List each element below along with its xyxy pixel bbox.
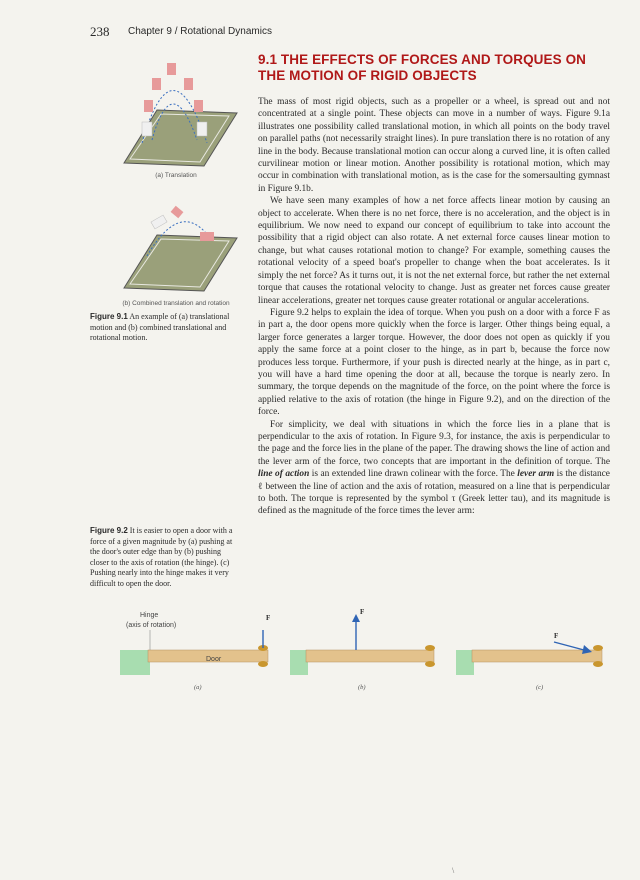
paragraph-2: We have seen many examples of how a net force affects linear motion by causing an object to accelerate. When there is no net force, there is no acceleration, and the object is in equilibrium. We now need to expand our concept of equilibrium to take into account the possibility that a rigid object can also rotate. A net external force causes linear motion to change, but what causes rotational motion to change? For example, something causes the rotational velocity of a speed boat's propeller to change when the boat accelerates. Is it simply the net force? As it turns out, it is not the net external force, but rather the net external torque that causes the rotational velocity to change. Just as greater net forces cause greater linear accelerations, greater net torques cause greater rotational or angular accelerations. [258, 196, 610, 306]
paragraph-3: Figure 9.2 helps to explain the idea of torque. When you push on a door with a force F as in part a, the door opens more quickly when the force is larger. Other things being equal, a larger force generates a larger torque. However, the door does not open as quickly if you apply the same force at a point closer to the hinge, as in part b, because the force now produces less torque. Furthermore, if your push is directed nearly at the hinge, as in part c, you will have a hard time opening the door at all, because the torque is nearly zero. In summary, the torque depends on the magnitude of the force, on the point where the force is applied relative to the axis of rotation (the hinge in Figure 9.2), and on the direction of the force. [258, 307, 610, 418]
figure-9-1-caption-text: An example of (a) translational motion and (b) combined translational and rotational motion. [90, 312, 230, 342]
figure-9-1b-illustration [112, 196, 242, 296]
figure-9-1a-illustration [112, 48, 242, 173]
figure-9-1-label: Figure 9.1 [90, 312, 128, 321]
term-lever-arm: lever arm [517, 469, 555, 480]
paragraph-4-part-a: For simplicity, we deal with situations in which the force lies in a plane that is perpendicular to the axis of rotation. In Figure 9.3, for instance, the axis is perpendicular to the page and the force lies in the plane of the paper. The drawing shows the line of action and the lever arm of the force, two concepts that are important in the definition of torque. The [258, 419, 610, 467]
section-title: 9.1 THE EFFECTS OF FORCES AND TORQUES ON THE MOTION OF RIGID OBJECTS [258, 52, 587, 83]
figure-9-2a-door-diagram [120, 630, 280, 680]
body-text [258, 96, 610, 518]
figure-9-2c-subcaption: (c) [536, 684, 544, 691]
footer-mark: \ [452, 866, 455, 875]
figure-9-2a-subcaption: (a) [194, 684, 202, 691]
term-line-of-action: line of action [258, 469, 310, 480]
page-number: 238 [90, 24, 110, 39]
figure-9-1a-subcaption: (a) Translation [155, 172, 197, 179]
figure-9-2-label: Figure 9.2 [90, 526, 128, 535]
figure-9-2-caption [90, 526, 238, 589]
figure-9-2c-door-diagram [456, 630, 616, 680]
figure-9-2-caption-text: It is easier to open a door with a force of a given magnitude by (a) pushing at the door's outer edge than by (b) pushing closer to the axis of rotation (the hinge). (c) Pushing nearly into the hinge makes it very difficult to open the door. [90, 526, 233, 588]
paragraph-1: The mass of most rigid objects, such as a propeller or a wheel, is spread out and not concentrated at a single point. These objects can move in a number of ways. Figure 9.1a illustrates one possibility called translational motion, in which all points on the body travel on parallel paths (not necessarily straight lines). In pure translation there is no rotation of any line in the body. Because translational motion can occur along a curved line, it is often called curvilinear motion or linear motion. Another possibility is rotational motion, which may occur in combination with translational motion, as is the case for the somersaulting gymnast in Figure 9.1b. [258, 97, 610, 194]
figure-9-1b-subcaption: (b) Combined translation and rotation [122, 300, 230, 307]
axis-of-rotation-label: (axis of rotation) [126, 622, 177, 629]
door-label: Door [206, 656, 222, 663]
paragraph-4 [258, 419, 610, 518]
paragraph-4-part-b: is an extended line drawn colinear with the force. The [309, 469, 518, 480]
force-label-c: F [554, 632, 559, 640]
force-label-b: F [360, 608, 365, 616]
figure-9-2b-subcaption: (b) [358, 684, 366, 691]
paragraph-4-part-c: is the distance ℓ between the line of action and the axis of rotation, measured on a line that is perpendicular to both. The torque is represented by the symbol τ (Greek letter tau), and its magnitude is defined as the magnitude of the force times the lever arm: [258, 469, 610, 517]
force-label-a: F [266, 614, 271, 622]
figure-9-2b-door-diagram [290, 610, 450, 680]
figure-9-1-caption [90, 312, 238, 344]
running-header: Chapter 9 / Rotational Dynamics [128, 26, 272, 37]
hinge-label: Hinge [140, 612, 159, 619]
